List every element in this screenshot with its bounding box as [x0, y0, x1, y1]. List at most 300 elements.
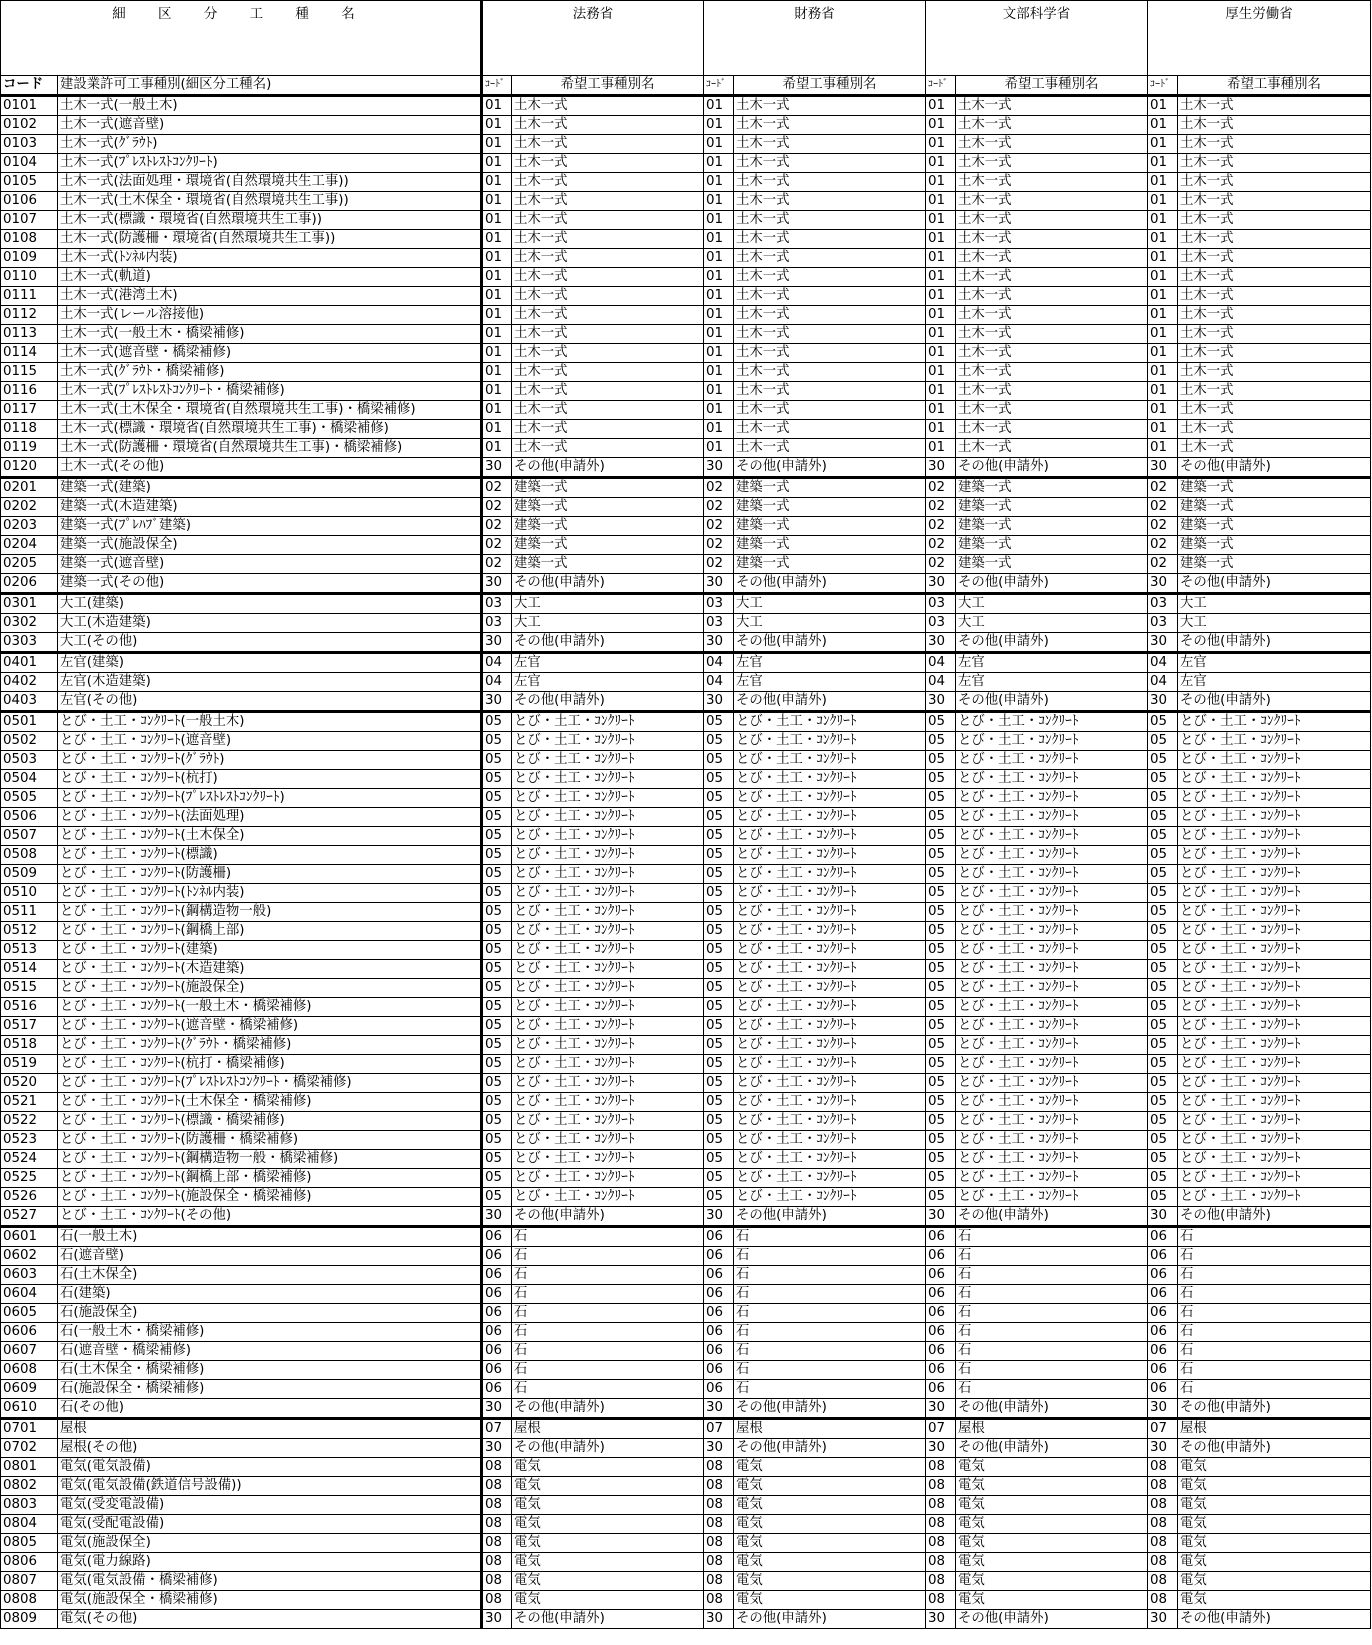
- education-code: 05: [926, 1055, 956, 1074]
- table-row: [1, 653, 1371, 673]
- justice-type-name: 石: [512, 1342, 704, 1361]
- row-code: 0806: [1, 1553, 58, 1572]
- education-code: 30: [926, 458, 956, 478]
- justice-code: 08: [482, 1534, 512, 1553]
- education-type-name: とび・土工・ｺﾝｸﾘｰﾄ: [956, 846, 1148, 865]
- education-type-name: 石: [956, 1247, 1148, 1266]
- justice-code: 06: [482, 1380, 512, 1399]
- health-code: 05: [1148, 732, 1178, 751]
- finance-code: 01: [704, 135, 734, 154]
- justice-type-name: とび・土工・ｺﾝｸﾘｰﾄ: [512, 808, 704, 827]
- health-type-name: とび・土工・ｺﾝｸﾘｰﾄ: [1178, 1093, 1371, 1112]
- health-code: 30: [1148, 633, 1178, 653]
- table-row: [1, 1439, 1371, 1458]
- health-code: 05: [1148, 1150, 1178, 1169]
- justice-type-name: 土木一式: [512, 154, 704, 173]
- education-code: 01: [926, 325, 956, 344]
- education-code: 08: [926, 1534, 956, 1553]
- education-code: 01: [926, 135, 956, 154]
- row-code: 0527: [1, 1207, 58, 1227]
- column-header-finance-name: 希望工事種別名: [734, 76, 926, 96]
- row-code: 0801: [1, 1458, 58, 1477]
- health-code: 30: [1148, 1610, 1178, 1629]
- health-code: 01: [1148, 363, 1178, 382]
- health-type-name: 電気: [1178, 1496, 1371, 1515]
- finance-code: 08: [704, 1477, 734, 1496]
- table-row: [1, 249, 1371, 268]
- row-code: 0110: [1, 268, 58, 287]
- finance-type-name: 電気: [734, 1515, 926, 1534]
- justice-code: 05: [482, 979, 512, 998]
- education-type-name: 石: [956, 1361, 1148, 1380]
- education-code: 04: [926, 653, 956, 673]
- health-type-name: とび・土工・ｺﾝｸﾘｰﾄ: [1178, 1169, 1371, 1188]
- row-type-name: とび・土工・ｺﾝｸﾘｰﾄ(ﾌﾟﾚｽﾄﾚｽﾄｺﾝｸﾘｰﾄ): [58, 789, 482, 808]
- row-code: 0804: [1, 1515, 58, 1534]
- education-code: 01: [926, 154, 956, 173]
- table-row: [1, 1515, 1371, 1534]
- education-code: 05: [926, 827, 956, 846]
- education-code: 01: [926, 287, 956, 306]
- ministry-header-education: 文部科学省: [926, 1, 1148, 76]
- finance-code: 05: [704, 884, 734, 903]
- justice-type-name: その他(申請外): [512, 574, 704, 594]
- justice-code: 30: [482, 1399, 512, 1419]
- health-type-name: 左官: [1178, 653, 1371, 673]
- justice-type-name: 屋根: [512, 1419, 704, 1439]
- row-type-name: とび・土工・ｺﾝｸﾘｰﾄ(施設保全・橋梁補修): [58, 1188, 482, 1207]
- education-code: 30: [926, 1207, 956, 1227]
- finance-type-name: 石: [734, 1361, 926, 1380]
- health-code: 01: [1148, 154, 1178, 173]
- health-type-name: 建築一式: [1178, 498, 1371, 517]
- health-type-name: 電気: [1178, 1572, 1371, 1591]
- finance-code: 01: [704, 192, 734, 211]
- finance-type-name: とび・土工・ｺﾝｸﾘｰﾄ: [734, 1131, 926, 1150]
- finance-code: 06: [704, 1361, 734, 1380]
- justice-type-name: とび・土工・ｺﾝｸﾘｰﾄ: [512, 846, 704, 865]
- health-type-name: 石: [1178, 1304, 1371, 1323]
- row-type-name: とび・土工・ｺﾝｸﾘｰﾄ(鋼橋上部・橋梁補修): [58, 1169, 482, 1188]
- row-code: 0805: [1, 1534, 58, 1553]
- education-code: 01: [926, 173, 956, 192]
- justice-type-name: その他(申請外): [512, 633, 704, 653]
- finance-type-name: 電気: [734, 1553, 926, 1572]
- health-code: 30: [1148, 574, 1178, 594]
- education-type-name: とび・土工・ｺﾝｸﾘｰﾄ: [956, 979, 1148, 998]
- row-code: 0516: [1, 998, 58, 1017]
- education-code: 01: [926, 249, 956, 268]
- finance-code: 01: [704, 420, 734, 439]
- finance-code: 01: [704, 401, 734, 420]
- justice-type-name: 石: [512, 1304, 704, 1323]
- education-type-name: とび・土工・ｺﾝｸﾘｰﾄ: [956, 960, 1148, 979]
- ministry-header-health: 厚生労働省: [1148, 1, 1371, 76]
- education-type-name: 土木一式: [956, 325, 1148, 344]
- justice-type-name: とび・土工・ｺﾝｸﾘｰﾄ: [512, 789, 704, 808]
- justice-type-name: 土木一式: [512, 135, 704, 154]
- row-code: 0602: [1, 1247, 58, 1266]
- education-code: 30: [926, 1399, 956, 1419]
- health-code: 06: [1148, 1380, 1178, 1399]
- row-type-name: 石(一般土木・橋梁補修): [58, 1323, 482, 1342]
- row-code: 0112: [1, 306, 58, 325]
- education-type-name: とび・土工・ｺﾝｸﾘｰﾄ: [956, 865, 1148, 884]
- justice-type-name: とび・土工・ｺﾝｸﾘｰﾄ: [512, 922, 704, 941]
- finance-type-name: 電気: [734, 1458, 926, 1477]
- row-type-name: 石(遮音壁・橋梁補修): [58, 1342, 482, 1361]
- finance-type-name: とび・土工・ｺﾝｸﾘｰﾄ: [734, 941, 926, 960]
- justice-code: 05: [482, 1017, 512, 1036]
- row-type-name: 大工(建築): [58, 594, 482, 614]
- justice-code: 05: [482, 960, 512, 979]
- finance-type-name: とび・土工・ｺﾝｸﾘｰﾄ: [734, 979, 926, 998]
- education-code: 05: [926, 1188, 956, 1207]
- health-code: 01: [1148, 249, 1178, 268]
- row-type-name: とび・土工・ｺﾝｸﾘｰﾄ(建築): [58, 941, 482, 960]
- justice-type-name: 土木一式: [512, 325, 704, 344]
- justice-type-name: 土木一式: [512, 96, 704, 116]
- finance-type-name: 建築一式: [734, 536, 926, 555]
- row-type-name: 土木一式(標識・環境省(自然環境共生工事)・橋梁補修): [58, 420, 482, 439]
- row-type-name: 土木一式(遮音壁): [58, 116, 482, 135]
- table-row: [1, 1036, 1371, 1055]
- row-code: 0205: [1, 555, 58, 574]
- education-code: 03: [926, 614, 956, 633]
- justice-type-name: 土木一式: [512, 287, 704, 306]
- education-type-name: 土木一式: [956, 344, 1148, 363]
- row-code: 0609: [1, 1380, 58, 1399]
- justice-code: 05: [482, 1055, 512, 1074]
- table-row: [1, 808, 1371, 827]
- row-code: 0303: [1, 633, 58, 653]
- finance-type-name: とび・土工・ｺﾝｸﾘｰﾄ: [734, 1036, 926, 1055]
- justice-code: 01: [482, 439, 512, 458]
- health-code: 06: [1148, 1247, 1178, 1266]
- row-code: 0803: [1, 1496, 58, 1515]
- row-code: 0505: [1, 789, 58, 808]
- health-type-name: 土木一式: [1178, 249, 1371, 268]
- row-type-name: 石(その他): [58, 1399, 482, 1419]
- finance-code: 01: [704, 382, 734, 401]
- education-code: 01: [926, 230, 956, 249]
- table-row: [1, 135, 1371, 154]
- row-code: 0604: [1, 1285, 58, 1304]
- education-type-name: とび・土工・ｺﾝｸﾘｰﾄ: [956, 827, 1148, 846]
- justice-code: 01: [482, 96, 512, 116]
- finance-type-name: とび・土工・ｺﾝｸﾘｰﾄ: [734, 770, 926, 789]
- health-code: 01: [1148, 420, 1178, 439]
- health-code: 05: [1148, 1131, 1178, 1150]
- education-type-name: その他(申請外): [956, 574, 1148, 594]
- row-code: 0517: [1, 1017, 58, 1036]
- health-type-name: 土木一式: [1178, 344, 1371, 363]
- finance-code: 30: [704, 1207, 734, 1227]
- justice-code: 04: [482, 673, 512, 692]
- health-type-name: 電気: [1178, 1591, 1371, 1610]
- table-row: [1, 1188, 1371, 1207]
- row-type-name: 土木一式(港湾土木): [58, 287, 482, 306]
- education-code: 07: [926, 1419, 956, 1439]
- justice-code: 05: [482, 789, 512, 808]
- row-type-name: 電気(電気設備・橋梁補修): [58, 1572, 482, 1591]
- health-type-name: 土木一式: [1178, 306, 1371, 325]
- health-code: 01: [1148, 306, 1178, 325]
- ministry-header-justice: 法務省: [482, 1, 704, 76]
- finance-code: 06: [704, 1380, 734, 1399]
- row-type-name: 左官(木造建築): [58, 673, 482, 692]
- row-code: 0301: [1, 594, 58, 614]
- row-code: 0524: [1, 1150, 58, 1169]
- education-type-name: とび・土工・ｺﾝｸﾘｰﾄ: [956, 998, 1148, 1017]
- health-code: 05: [1148, 922, 1178, 941]
- health-type-name: とび・土工・ｺﾝｸﾘｰﾄ: [1178, 998, 1371, 1017]
- health-code: 03: [1148, 614, 1178, 633]
- finance-type-name: 石: [734, 1380, 926, 1399]
- health-type-name: とび・土工・ｺﾝｸﾘｰﾄ: [1178, 1017, 1371, 1036]
- finance-code: 05: [704, 1093, 734, 1112]
- health-type-name: とび・土工・ｺﾝｸﾘｰﾄ: [1178, 827, 1371, 846]
- finance-code: 05: [704, 1074, 734, 1093]
- finance-type-name: 土木一式: [734, 154, 926, 173]
- justice-code: 05: [482, 808, 512, 827]
- health-type-name: 電気: [1178, 1515, 1371, 1534]
- table-row: [1, 1361, 1371, 1380]
- health-type-name: とび・土工・ｺﾝｸﾘｰﾄ: [1178, 732, 1371, 751]
- row-type-name: 土木一式(遮音壁・橋梁補修): [58, 344, 482, 363]
- justice-code: 30: [482, 1439, 512, 1458]
- finance-type-name: 石: [734, 1227, 926, 1247]
- education-code: 08: [926, 1515, 956, 1534]
- row-type-name: 電気(電気設備): [58, 1458, 482, 1477]
- health-code: 05: [1148, 751, 1178, 770]
- justice-code: 04: [482, 653, 512, 673]
- justice-code: 01: [482, 230, 512, 249]
- health-code: 05: [1148, 884, 1178, 903]
- health-code: 08: [1148, 1572, 1178, 1591]
- education-code: 05: [926, 1131, 956, 1150]
- table-row: [1, 789, 1371, 808]
- row-code: 0802: [1, 1477, 58, 1496]
- education-code: 02: [926, 517, 956, 536]
- health-code: 08: [1148, 1458, 1178, 1477]
- health-type-name: 土木一式: [1178, 230, 1371, 249]
- row-code: 0522: [1, 1112, 58, 1131]
- finance-type-name: 土木一式: [734, 211, 926, 230]
- finance-type-name: とび・土工・ｺﾝｸﾘｰﾄ: [734, 1112, 926, 1131]
- education-code: 08: [926, 1591, 956, 1610]
- education-code: 30: [926, 1439, 956, 1458]
- health-type-name: その他(申請外): [1178, 1610, 1371, 1629]
- row-code: 0119: [1, 439, 58, 458]
- row-type-name: とび・土工・ｺﾝｸﾘｰﾄ(ﾌﾟﾚｽﾄﾚｽﾄｺﾝｸﾘｰﾄ・橋梁補修): [58, 1074, 482, 1093]
- finance-type-name: 建築一式: [734, 555, 926, 574]
- table-row: [1, 1477, 1371, 1496]
- finance-code: 01: [704, 363, 734, 382]
- health-code: 08: [1148, 1591, 1178, 1610]
- health-type-name: 土木一式: [1178, 401, 1371, 420]
- education-type-name: とび・土工・ｺﾝｸﾘｰﾄ: [956, 884, 1148, 903]
- justice-code: 30: [482, 1207, 512, 1227]
- finance-type-name: 土木一式: [734, 382, 926, 401]
- finance-type-name: 土木一式: [734, 249, 926, 268]
- table-row: [1, 732, 1371, 751]
- row-type-name: 土木一式(ﾌﾟﾚｽﾄﾚｽﾄｺﾝｸﾘｰﾄ・橋梁補修): [58, 382, 482, 401]
- table-row: [1, 173, 1371, 192]
- education-code: 06: [926, 1304, 956, 1323]
- education-code: 08: [926, 1477, 956, 1496]
- row-type-name: とび・土工・ｺﾝｸﾘｰﾄ(ﾄﾝﾈﾙ内装): [58, 884, 482, 903]
- finance-type-name: 土木一式: [734, 287, 926, 306]
- health-type-name: とび・土工・ｺﾝｸﾘｰﾄ: [1178, 1112, 1371, 1131]
- justice-code: 01: [482, 154, 512, 173]
- finance-type-name: とび・土工・ｺﾝｸﾘｰﾄ: [734, 903, 926, 922]
- health-type-name: 石: [1178, 1380, 1371, 1399]
- row-type-name: とび・土工・ｺﾝｸﾘｰﾄ(鋼構造物一般・橋梁補修): [58, 1150, 482, 1169]
- table-row: [1, 1093, 1371, 1112]
- health-type-name: 土木一式: [1178, 154, 1371, 173]
- health-type-name: 土木一式: [1178, 363, 1371, 382]
- table-row: [1, 1572, 1371, 1591]
- table-row: [1, 1285, 1371, 1304]
- table-row: [1, 325, 1371, 344]
- education-type-name: その他(申請外): [956, 1399, 1148, 1419]
- row-code: 0118: [1, 420, 58, 439]
- health-code: 06: [1148, 1323, 1178, 1342]
- finance-type-name: 土木一式: [734, 325, 926, 344]
- finance-code: 05: [704, 1131, 734, 1150]
- finance-code: 01: [704, 249, 734, 268]
- row-code: 0508: [1, 846, 58, 865]
- finance-code: 01: [704, 306, 734, 325]
- education-code: 01: [926, 96, 956, 116]
- justice-type-name: とび・土工・ｺﾝｸﾘｰﾄ: [512, 1131, 704, 1150]
- table-row: [1, 1323, 1371, 1342]
- education-type-name: 土木一式: [956, 135, 1148, 154]
- finance-code: 02: [704, 498, 734, 517]
- justice-code: 05: [482, 1150, 512, 1169]
- column-header-health-code: ｺｰﾄﾞ: [1148, 76, 1178, 96]
- justice-type-name: 建築一式: [512, 536, 704, 555]
- row-type-name: 大工(木造建築): [58, 614, 482, 633]
- education-type-name: その他(申請外): [956, 1439, 1148, 1458]
- health-code: 05: [1148, 846, 1178, 865]
- row-code: 0519: [1, 1055, 58, 1074]
- row-type-name: とび・土工・ｺﾝｸﾘｰﾄ(杭打・橋梁補修): [58, 1055, 482, 1074]
- justice-code: 05: [482, 1131, 512, 1150]
- education-type-name: 土木一式: [956, 96, 1148, 116]
- finance-type-name: とび・土工・ｺﾝｸﾘｰﾄ: [734, 1055, 926, 1074]
- health-code: 01: [1148, 382, 1178, 401]
- justice-type-name: とび・土工・ｺﾝｸﾘｰﾄ: [512, 712, 704, 732]
- row-type-name: とび・土工・ｺﾝｸﾘｰﾄ(鋼構造物一般): [58, 903, 482, 922]
- finance-code: 01: [704, 154, 734, 173]
- justice-type-name: とび・土工・ｺﾝｸﾘｰﾄ: [512, 1169, 704, 1188]
- education-type-name: とび・土工・ｺﾝｸﾘｰﾄ: [956, 789, 1148, 808]
- education-type-name: 電気: [956, 1477, 1148, 1496]
- education-type-name: 屋根: [956, 1419, 1148, 1439]
- row-type-name: 電気(その他): [58, 1610, 482, 1629]
- row-type-name: 土木一式(ｸﾞﾗｳﾄ): [58, 135, 482, 154]
- health-code: 05: [1148, 1017, 1178, 1036]
- education-type-name: 石: [956, 1342, 1148, 1361]
- justice-type-name: 電気: [512, 1591, 704, 1610]
- finance-code: 06: [704, 1304, 734, 1323]
- health-type-name: 土木一式: [1178, 325, 1371, 344]
- education-type-name: とび・土工・ｺﾝｸﾘｰﾄ: [956, 808, 1148, 827]
- education-code: 08: [926, 1553, 956, 1572]
- justice-code: 05: [482, 941, 512, 960]
- row-code: 0513: [1, 941, 58, 960]
- justice-code: 05: [482, 751, 512, 770]
- justice-code: 02: [482, 478, 512, 498]
- health-type-name: 土木一式: [1178, 420, 1371, 439]
- education-type-name: 建築一式: [956, 498, 1148, 517]
- finance-type-name: とび・土工・ｺﾝｸﾘｰﾄ: [734, 732, 926, 751]
- table-row: [1, 363, 1371, 382]
- health-code: 30: [1148, 1399, 1178, 1419]
- justice-type-name: 石: [512, 1323, 704, 1342]
- table-row: [1, 1419, 1371, 1439]
- finance-type-name: その他(申請外): [734, 1207, 926, 1227]
- health-type-name: とび・土工・ｺﾝｸﾘｰﾄ: [1178, 960, 1371, 979]
- table-body: [1, 96, 1371, 1629]
- education-type-name: 土木一式: [956, 116, 1148, 135]
- justice-code: 02: [482, 498, 512, 517]
- health-code: 05: [1148, 1188, 1178, 1207]
- justice-code: 06: [482, 1361, 512, 1380]
- justice-type-name: とび・土工・ｺﾝｸﾘｰﾄ: [512, 827, 704, 846]
- education-type-name: 建築一式: [956, 517, 1148, 536]
- row-type-name: 屋根: [58, 1419, 482, 1439]
- justice-type-name: とび・土工・ｺﾝｸﾘｰﾄ: [512, 1036, 704, 1055]
- row-code: 0603: [1, 1266, 58, 1285]
- education-code: 01: [926, 192, 956, 211]
- health-type-name: 土木一式: [1178, 439, 1371, 458]
- table-row: [1, 1380, 1371, 1399]
- health-type-name: 屋根: [1178, 1419, 1371, 1439]
- education-code: 06: [926, 1323, 956, 1342]
- finance-type-name: とび・土工・ｺﾝｸﾘｰﾄ: [734, 922, 926, 941]
- justice-code: 30: [482, 692, 512, 712]
- health-code: 01: [1148, 325, 1178, 344]
- row-type-name: 土木一式(一般土木・橋梁補修): [58, 325, 482, 344]
- table-row: [1, 287, 1371, 306]
- table-row: [1, 382, 1371, 401]
- health-code: 02: [1148, 498, 1178, 517]
- row-code: 0520: [1, 1074, 58, 1093]
- justice-code: 06: [482, 1227, 512, 1247]
- row-type-name: 建築一式(その他): [58, 574, 482, 594]
- finance-type-name: 土木一式: [734, 116, 926, 135]
- justice-code: 05: [482, 827, 512, 846]
- finance-type-name: とび・土工・ｺﾝｸﾘｰﾄ: [734, 1188, 926, 1207]
- finance-type-name: 土木一式: [734, 135, 926, 154]
- row-type-name: とび・土工・ｺﾝｸﾘｰﾄ(防護柵): [58, 865, 482, 884]
- justice-type-name: 石: [512, 1380, 704, 1399]
- finance-code: 01: [704, 116, 734, 135]
- justice-type-name: 土木一式: [512, 173, 704, 192]
- table-row: [1, 941, 1371, 960]
- education-code: 01: [926, 344, 956, 363]
- justice-type-name: 建築一式: [512, 517, 704, 536]
- health-type-name: その他(申請外): [1178, 633, 1371, 653]
- finance-type-name: 電気: [734, 1477, 926, 1496]
- justice-code: 01: [482, 211, 512, 230]
- health-type-name: とび・土工・ｺﾝｸﾘｰﾄ: [1178, 1074, 1371, 1093]
- education-type-name: 土木一式: [956, 363, 1148, 382]
- justice-code: 05: [482, 1093, 512, 1112]
